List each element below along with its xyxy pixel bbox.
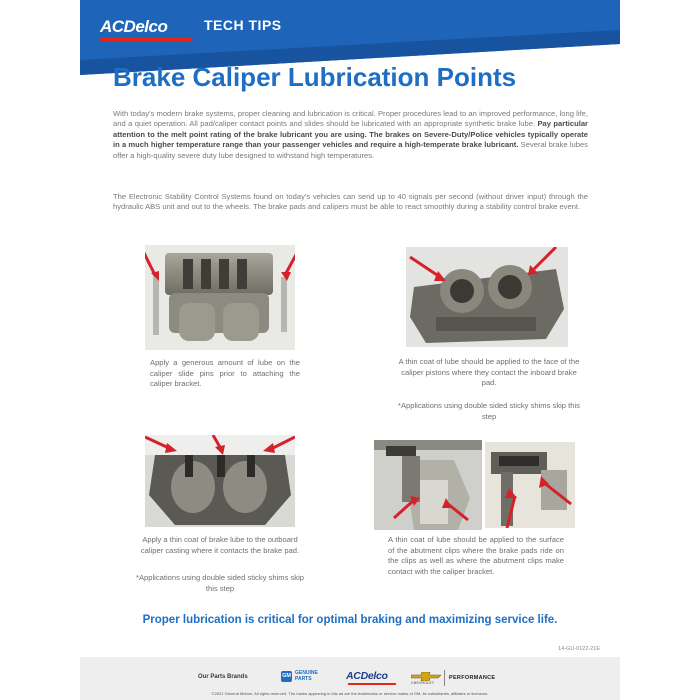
tagline: Proper lubrication is critical for optimal braking and maximizing service life. [142,614,558,626]
tech-tip-page [80,0,620,700]
intro-text-a: With today's modern brake systems, proper cleaning and lubrication is critical. Proper procedures lead to an improved performance, long life, and a quiet operation. All pad/caliper contact points and slides should be lubricated with an appropriate synthetic brake lube. [113,109,588,129]
abutment-clips-photo-left [374,440,482,530]
logo-underline [99,38,192,41]
outboard-casting-photo [145,435,295,527]
caliper-slide-pins-photo [145,245,295,350]
piston-shim-note: *Applications using double sided sticky shims skip this step [398,401,580,421]
document-code: 14-GU-0122-21E [558,646,600,652]
intro-paragraph [113,109,588,161]
outboard-caption: Apply a thin coat of brake lube to the outboard caliper casting where it contacts the brake pad. [140,535,300,555]
footer [80,657,620,700]
page-title: Brake Caliper Lubrication Points [113,62,517,92]
intro-text-c: Several brake lubes offer a high-quality severe duty lube designed to withstand high temperatures. [113,140,588,160]
acdelco-logo: ACDelco [100,17,168,36]
chevrolet-bowtie-icon [411,672,441,681]
caliper-pistons-photo [406,247,568,347]
tech-tips-label: TECH TIPS [204,17,282,33]
performance-logo: PERFORMANCE [449,675,496,681]
abutment-caption: A thin coat of lube should be applied to the surface of the abutment clips where the brake pads ride on the clips as well as where the abutment clips make contact with the caliper bracket. [388,535,564,576]
gm-logo: GM [281,671,292,682]
acdelco-footer-underline [348,683,397,685]
abutment-clips-photo-right [485,442,575,528]
intro-bold-text: Pay particular attention to the melt point rating of the brake lubricant you are using. The brakes on Severe-Duty/Police vehicles typically operate in a much higher temperature range than your passenger vehicles and require a high-temperate brake lubricant. [113,119,588,150]
footer-divider [444,670,445,686]
outboard-shim-note: *Applications using double sided sticky shims skip this step [136,573,304,593]
slide-pins-caption: Apply a generous amount of lube on the caliper slide pins prior to attaching the caliper bracket. [150,358,300,388]
genuine-parts-logo: GENUINE PARTS [295,670,318,682]
piston-face-caption: A thin coat of lube should be applied to the face of the caliper pistons where they contact the inboard brake pad. [398,357,580,387]
esc-paragraph: The Electronic Stability Control Systems found on today's vehicles can send up to 40 signals per second (without driver input) through the hydraulic ABS unit and out to the wheels. The brake pads and calipers must be able to react smoothly during a stability control brake event. [113,192,588,212]
acdelco-footer-logo: ACDelco [346,670,388,682]
copyright-notice: ©2021 General Motors. All rights reserved. The marks appearing in this ad are the trademarks or service marks of GM, its subsidiaries, affiliates or licensors. [211,691,489,696]
parts-brands-label: Our Parts Brands [198,674,248,680]
chevrolet-wordmark: CHEVROLET [411,681,435,685]
